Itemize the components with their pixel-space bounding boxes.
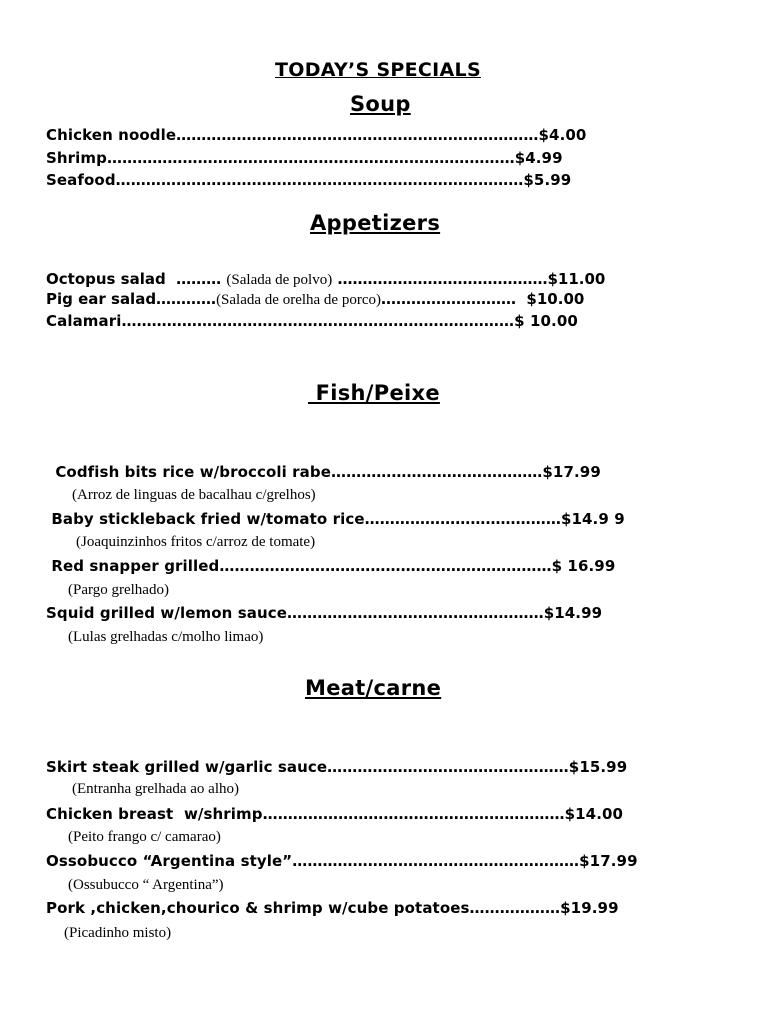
menu-item-subtitle: (Ossubucco “ Argentina”) (68, 877, 224, 893)
appetizers-heading: Appetizers (310, 211, 441, 235)
menu-item-subtitle: (Picadinho misto) (64, 925, 172, 941)
menu-item-ossobucco: Ossobucco “Argentina style”…………………………………………………$17.99 (46, 852, 638, 870)
menu-item-chicken-breast: Chicken breast w/shrimp……………………………………………………$14.00 (46, 805, 624, 823)
soup-heading: Soup (350, 92, 411, 116)
menu-item-baby-stickleback: Baby stickleback fried w/tomato rice…………………………………$14.9 9 (46, 510, 625, 528)
menu-item-subtitle: (Entranha grelhada ao alho) (72, 781, 239, 797)
menu-item-chicken-noodle: Chicken noodle………………………………………………………………$4.00 (46, 126, 587, 144)
menu-item-squid-grilled: Squid grilled w/lemon sauce……………………………………………$14.99 (46, 604, 603, 622)
menu-item-subtitle: (Joaquinzinhos fritos c/arroz de tomate) (76, 534, 316, 550)
menu-item-subtitle: (Lulas grelhadas c/molho limao) (68, 629, 264, 645)
menu-item-subtitle: (Peito frango c/ camarao) (68, 829, 221, 845)
page-title: TODAY’S SPECIALS (275, 59, 481, 81)
menu-item-subtitle: (Pargo grelhado) (68, 582, 169, 598)
menu-item-calamari: Calamari……………………………………………………………………$ 10.00 (46, 312, 578, 330)
menu-item-octopus-salad: Octopus salad ……… (Salada de polvo) ……………………………………$11.00 (46, 270, 606, 288)
menu-item-subtitle: (Arroz de linguas de bacalhau c/grelhos) (72, 487, 316, 503)
menu-item-red-snapper: Red snapper grilled…………………………………………………………$ 16.99 (46, 557, 616, 575)
meat-heading: Meat/carne (305, 676, 442, 700)
menu-item-skirt-steak: Skirt steak grilled w/garlic sauce…………………………………………$15.99 (46, 758, 628, 776)
fish-heading: Fish/Peixe (308, 381, 440, 405)
menu-item-shrimp-soup: Shrimp………………………………………………………………………$4.99 (46, 149, 563, 167)
menu-item-pig-ear-salad: Pig ear salad…………(Salada de orelha de porco)……………………… $10.00 (46, 290, 585, 308)
menu-item-codfish-bits-rice: Codfish bits rice w/broccoli rabe……………………………………$17.99 (50, 463, 601, 481)
menu-item-pork-chicken-chourico: Pork ,chicken,chourico & shrimp w/cube potatoes………………$19.99 (46, 899, 619, 917)
menu-item-seafood-soup: Seafood………………………………………………………………………$5.99 (46, 171, 572, 189)
